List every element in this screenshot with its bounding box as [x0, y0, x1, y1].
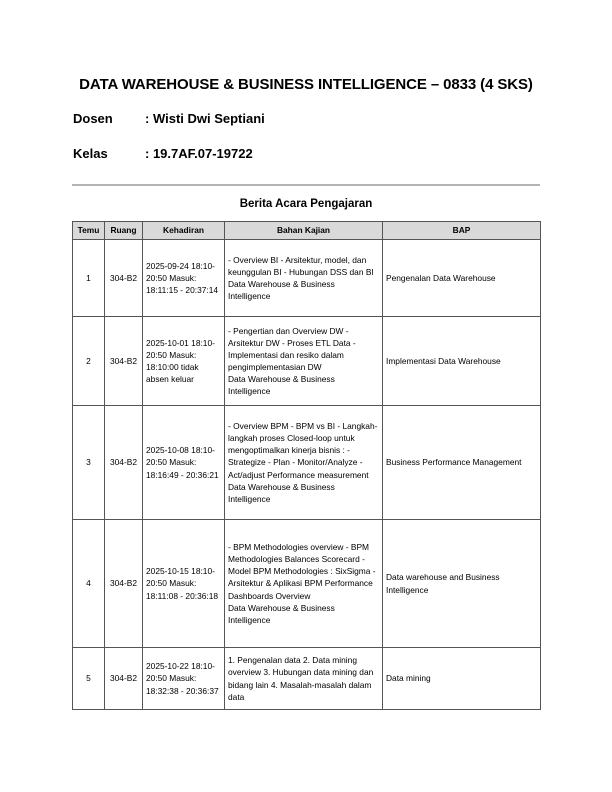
cell-kehadiran: 2025-09-24 18:10-20:50 Masuk: 18:11:15 - 20:37:14	[143, 240, 225, 317]
kelas-label: Kelas	[73, 146, 108, 161]
cell-bap: Data warehouse and Business Intelligence	[383, 520, 541, 648]
table-row	[73, 240, 541, 317]
table-header-row	[73, 222, 541, 240]
table-row	[73, 406, 541, 520]
cell-bahan-kajian: - Overview BPM - BPM vs BI - Langkah-langkah proses Closed-loop untuk mengoptimalkan kinerja bisnis : - Strategize - Plan - Monitor/Analyze - Act/adjust Performance measurement Data Warehouse & Business Intelligence	[225, 406, 383, 520]
header-kehadiran: Kehadiran	[143, 222, 225, 240]
table-row	[73, 648, 541, 710]
dosen-label: Dosen	[73, 111, 113, 126]
cell-temu: 5	[73, 648, 105, 710]
cell-ruang: 304-B2	[105, 317, 143, 406]
cell-ruang: 304-B2	[105, 240, 143, 317]
cell-bahan-kajian: 1. Pengenalan data 2. Data mining overview 3. Hubungan data mining dan bidang lain 4. Masalah-masalah dalam data	[225, 648, 383, 710]
cell-bap: Pengenalan Data Warehouse	[383, 240, 541, 317]
cell-bahan-kajian: - Pengertian dan Overview DW - Arsitektur DW - Proses ETL Data - Implementasi dan resiko dalam pengimplementasian DW Data Warehouse & Business Intelligence	[225, 317, 383, 406]
cell-kehadiran: 2025-10-22 18:10-20:50 Masuk: 18:32:38 - 20:36:37	[143, 648, 225, 710]
cell-bap: Business Performance Management	[383, 406, 541, 520]
header-ruang: Ruang	[105, 222, 143, 240]
cell-kehadiran: 2025-10-15 18:10-20:50 Masuk: 18:11:08 - 20:36:18	[143, 520, 225, 648]
cell-kehadiran: 2025-10-08 18:10-20:50 Masuk: 18:16:49 - 20:36:21	[143, 406, 225, 520]
cell-temu: 1	[73, 240, 105, 317]
cell-kehadiran: 2025-10-01 18:10-20:50 Masuk: 18:10:00 tidak absen keluar	[143, 317, 225, 406]
table-caption: Berita Acara Pengajaran	[239, 198, 373, 210]
cell-temu: 3	[73, 406, 105, 520]
header-bahan-kajian: Bahan Kajian	[225, 222, 383, 240]
cell-temu: 2	[73, 317, 105, 406]
cell-bahan-kajian: - Overview BI - Arsitektur, model, dan keunggulan BI - Hubungan DSS dan BI Data Warehouse & Business Intelligence	[225, 240, 383, 317]
bap-table	[72, 221, 541, 710]
horizontal-divider	[72, 184, 540, 186]
header-bap: BAP	[383, 222, 541, 240]
cell-bap: Implementasi Data Warehouse	[383, 317, 541, 406]
cell-ruang: 304-B2	[105, 406, 143, 520]
dosen-value: : Wisti Dwi Septiani	[145, 111, 265, 126]
header-temu: Temu	[73, 222, 105, 240]
kelas-value: : 19.7AF.07-19722	[145, 146, 253, 161]
cell-bahan-kajian: - BPM Methodologies overview - BPM Methodologies Balances Scorecard - Model BPM Methodologies : SixSigma - Arsitektur & Aplikasi BPM Performance Dashboards Overview Data Warehouse & Business Intelligence	[225, 520, 383, 648]
cell-bap: Data mining	[383, 648, 541, 710]
cell-ruang: 304-B2	[105, 648, 143, 710]
document-title: DATA WAREHOUSE & BUSINESS INTELLIGENCE – 0833 (4 SKS)	[79, 76, 533, 93]
cell-ruang: 304-B2	[105, 520, 143, 648]
cell-temu: 4	[73, 520, 105, 648]
table-row	[73, 317, 541, 406]
table-row	[73, 520, 541, 648]
